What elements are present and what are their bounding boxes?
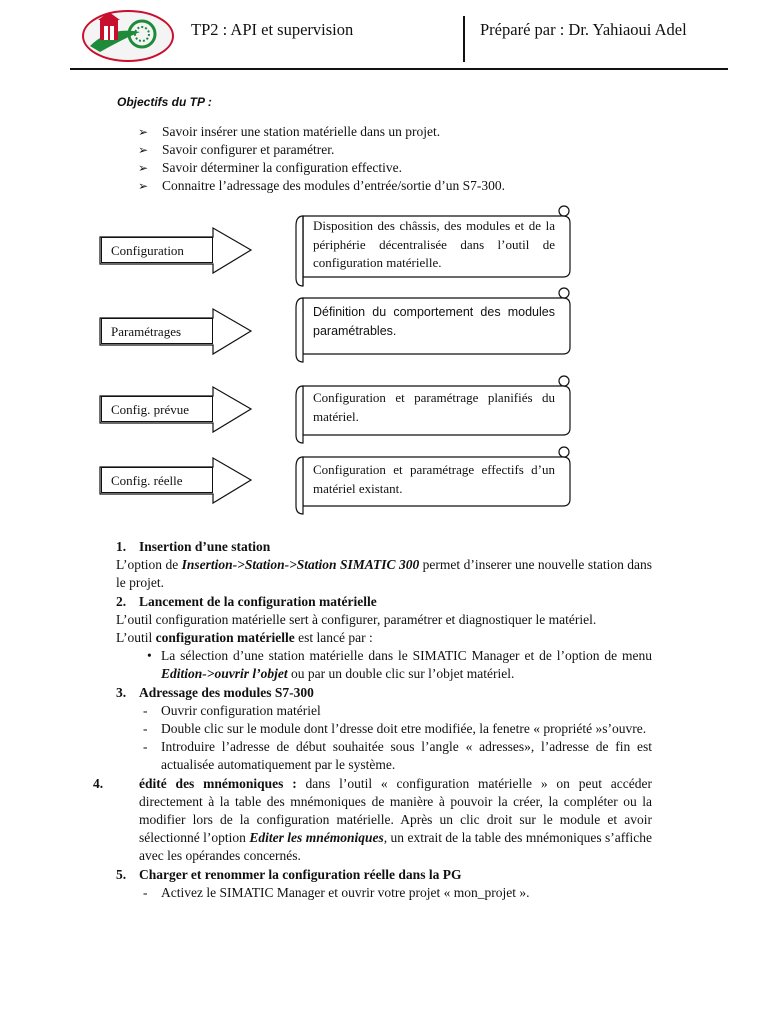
flow-text-configuration: Disposition des châssis, des modules et de la périphérie décentralisée dans l’outil de configuration matérielle. (313, 218, 555, 270)
dash-item: - Introduire l’adresse de début souhaitée sous l’angle « adresses», l’adresse de fin est actualisée automatiquement par le système. (143, 739, 652, 773)
dot-bullet-icon: • (147, 648, 152, 664)
arrow-bullet-icon: ➢ (138, 161, 149, 175)
objective-item: ➢ Savoir déterminer la configuration effective. (138, 160, 403, 175)
section-4-paragraph: 4. édité des mnémoniques : dans l’outil « configuration matérielle » on peut accéder directement à la table des mnémoniques de manière à pouvoir la créer, la compléter ou la modifier lors de la configuration matérielle. Après un clic droit sur le module et avoir sélectionné l’option Editer les mnémoniques, un extrait de la table des mnémoniques s’affiche avec les opérandes concernés. (93, 775, 652, 864)
dash-item: - Activez le SIMATIC Manager et ouvrir votre projet « mon_projet ». (143, 884, 530, 900)
flow-label-parametrages: Paramétrages (101, 318, 213, 344)
flow-text-config-prevue: Configuration et paramétrage planifiés du matériel. (313, 390, 555, 424)
document-body (93, 538, 653, 902)
objective-item: ➢ Savoir configurer et paramétrer. (138, 142, 335, 157)
objective-item: ➢ Savoir insérer une station matérielle dans un projet. (138, 124, 441, 139)
flow-label-configuration: Configuration (101, 237, 213, 263)
dash-item: - Ouvrir configuration matériel (143, 702, 321, 718)
section-paragraph: L’outil configuration matérielle est lancé par : (116, 630, 373, 646)
flow-text-config-reelle: Configuration et paramétrage effectifs d’un matériel existant. (313, 462, 555, 496)
section-heading: 1. Insertion d’une station (116, 539, 271, 554)
header-author: Préparé par : Dr. Yahiaoui Adel (480, 20, 687, 39)
arrow-bullet-icon: ➢ (138, 143, 149, 157)
flow-label-config-reelle: Config. réelle (101, 467, 213, 493)
flow-label-config-prevue: Config. prévue (101, 396, 213, 422)
section-heading: 5. Charger et renommer la configuration réelle dans la PG (116, 866, 462, 882)
bullet-item: • La sélection d’une station matérielle dans le SIMATIC Manager et de l’option de menu Edition->ouvrir l’objet ou par un double clic sur l’objet matériel. (147, 648, 652, 682)
section-paragraph: L’outil configuration matérielle sert à configurer, paramétrer et diagnostiquer le matériel. (116, 611, 597, 627)
header-title: TP2 : API et supervision (191, 20, 354, 39)
section-paragraph: L’option de Insertion->Station->Station SIMATIC 300 permet d’inserer une nouvelle station dans le projet. (116, 557, 653, 591)
dash-item: - Double clic sur le module dont l’dresse doit etre modifiée, la fenetre « propriété »s’ouvre. (143, 721, 647, 737)
flow-text-parametrages: Définition du comportement des modules paramétrables. (313, 305, 555, 338)
objectives-title: Objectifs du TP : (117, 95, 212, 109)
arrow-bullet-icon: ➢ (138, 179, 149, 193)
objective-item: ➢ Connaitre l’adressage des modules d’entrée/sortie d’un S7-300. (138, 178, 506, 193)
arrow-bullet-icon: ➢ (138, 125, 149, 139)
section-heading: 2. Lancement de la configuration matérielle (116, 593, 377, 609)
section-heading: 3. Adressage des modules S7-300 (116, 684, 314, 700)
